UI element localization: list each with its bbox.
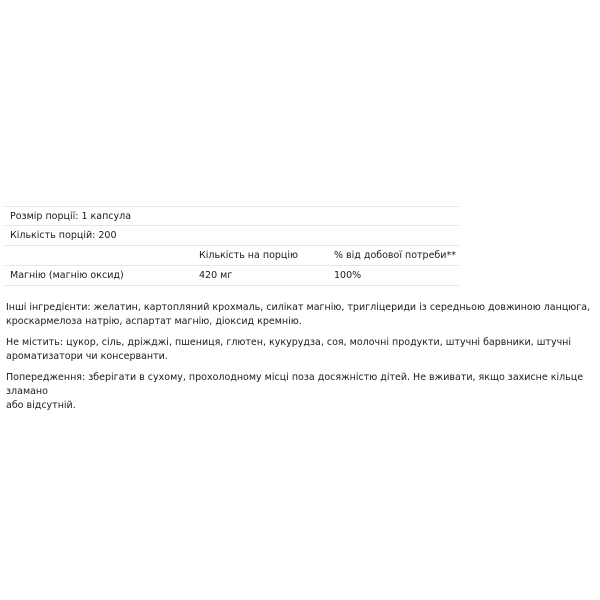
daily-value-header: % від добової потреби** [334, 250, 456, 261]
free-from-text: Не містить: цукор, сіль, дріжджі, пшениця, глютен, кукурудза, соя, молочні продукти, штучні барвники, штучні ароматизатори чи консерванти. [6, 337, 572, 362]
table-row [4, 266, 459, 286]
table-header-row [4, 246, 459, 266]
nutrient-amount: 420 мг [199, 270, 233, 281]
servings-count-text: Кількість порцій: 200 [10, 230, 117, 241]
serving-size-text: Розмір порції: 1 капсула [10, 211, 132, 222]
warning-text: Попередження: зберігати в сухому, прохолодному місці поза досяжністю дітей. Не вживати, якщо захисне кільце зламано або відсутній. [6, 372, 584, 411]
supplement-facts-table [4, 206, 459, 286]
serving-size-row [4, 206, 459, 226]
servings-count-row [4, 226, 459, 246]
amount-header: Кількість на порцію [199, 250, 299, 261]
nutrient-daily-value: 100% [334, 270, 362, 281]
nutrient-name: Магнію (магнію оксид) [10, 270, 124, 281]
other-ingredients-text: Інші інгредієнти: желатин, картопляний крохмаль, силікат магнію, тригліцериди із середньою довжиною ланцюга, кроскармелоза натрію, аспартат магнію, діоксид кремнію. [6, 302, 591, 327]
label-notes [6, 301, 596, 420]
